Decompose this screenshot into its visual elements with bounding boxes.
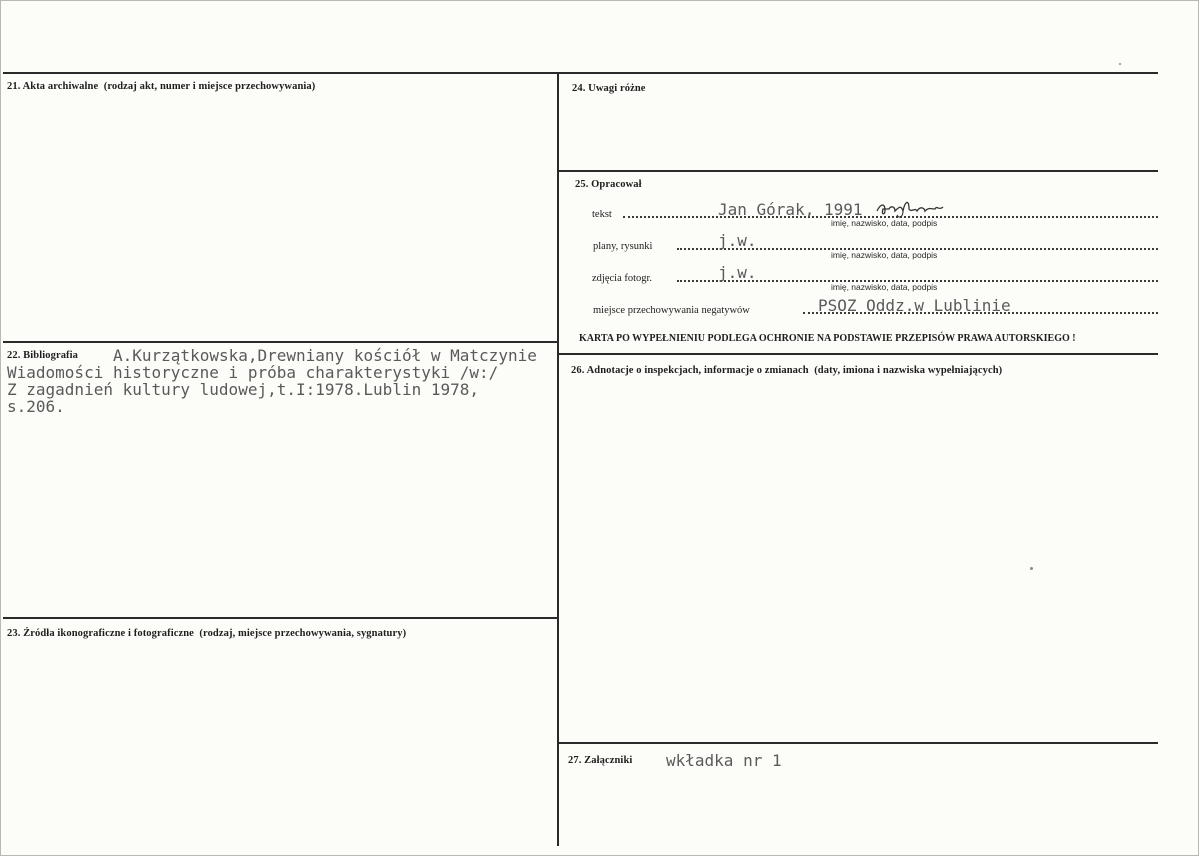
bibliography-line: s.206.	[7, 397, 65, 416]
field-tekst-value: Jan Górak, 1991	[718, 200, 863, 219]
paper-speck	[1030, 567, 1033, 570]
divider-21-22	[3, 341, 559, 343]
paper-speck	[1119, 63, 1121, 65]
field-zdjecia-label: zdjęcia fotogr.	[592, 273, 653, 284]
section-21-label: 21. Akta archiwalne (rodzaj akt, numer i miejsce przechowywania)	[7, 81, 316, 92]
top-divider	[3, 72, 1158, 74]
section-23-label: 23. Źródła ikonograficzne i fotograficzne (rodzaj, miejsce przechowywania, sygnatury)	[7, 628, 407, 639]
field-tekst-label: tekst	[592, 209, 612, 220]
field-zdjecia-caption: imię, nazwisko, data, podpis	[831, 282, 938, 292]
center-divider	[557, 72, 559, 846]
divider-24-25	[559, 170, 1158, 172]
field-plany-label: plany, rysunki	[593, 241, 653, 252]
section-22-label: 22. Bibliografia	[7, 350, 79, 361]
section-25-label: 25. Opracował	[575, 179, 642, 190]
divider-26-27	[559, 742, 1158, 744]
divider-22-23	[3, 617, 559, 619]
bibliography-line: Wiadomości historyczne i próba charakterystyki /w:/	[7, 363, 499, 382]
signature-image	[873, 197, 947, 221]
field-plany-caption: imię, nazwisko, data, podpis	[831, 250, 938, 260]
field-plany-value: j.w.	[718, 231, 757, 250]
attachments-value: wkładka nr 1	[666, 751, 782, 770]
divider-25-26	[559, 353, 1158, 355]
field-zdjecia-value: j.w.	[718, 263, 757, 282]
section-24-label: 24. Uwagi różne	[572, 83, 646, 94]
field-negatywy-value: PSOZ Oddz.w Lublinie	[818, 296, 1011, 315]
copyright-notice: KARTA PO WYPEŁNIENIU PODLEGA OCHRONIE NA PODSTAWIE PRZEPISÓW PRAWA AUTORSKIEGO !	[579, 333, 1076, 344]
bibliography-line: A.Kurzątkowska,Drewniany kościół w Matczynie	[113, 346, 537, 365]
section-27-label: 27. Załączniki	[568, 755, 633, 766]
field-tekst-caption: imię, nazwisko, data, podpis	[831, 218, 938, 228]
bibliography-line: Z zagadnień kultury ludowej,t.I:1978.Lublin 1978,	[7, 380, 480, 399]
field-negatywy-label: miejsce przechowywania negatywów	[593, 305, 750, 316]
section-26-label: 26. Adnotacje o inspekcjach, informacje o zmianach (daty, imiona i nazwiska wypełniających)	[571, 365, 1003, 376]
